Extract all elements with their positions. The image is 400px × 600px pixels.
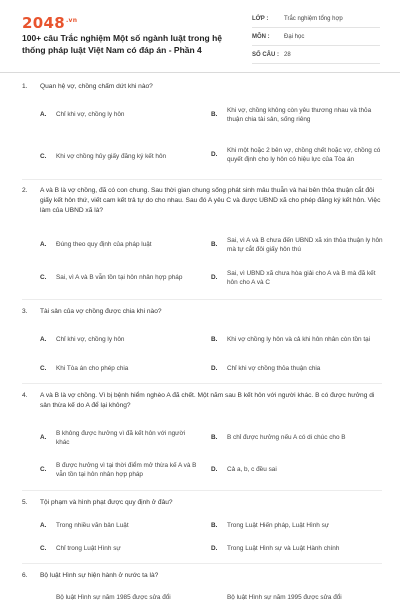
option-c[interactable]: C. Chỉ trong Luật Hình sự [40, 545, 121, 553]
question-number: 4. [22, 392, 28, 399]
document-title: 100+ câu Trắc nghiệm Một số ngành luật trong hệ thống pháp luật Việt Nam có đáp án - Phần 4 [22, 33, 223, 55]
question-text: Bộ luật Hình sự hiện hành ở nước ta là? [40, 572, 159, 579]
question-number: 1. [22, 83, 28, 90]
option-c[interactable]: C. Khi vợ chồng hủy giấy đăng ký kết hôn [40, 153, 167, 161]
option-b[interactable]: B. Sai, vì A và B chưa đến UBND xã xin thỏa thuận ly hôn mà tự cắt đôi giấy hôn thú [211, 236, 383, 253]
option-b[interactable]: B. Trong Luật Hiến pháp, Luật Hình sự [211, 522, 330, 530]
option-d[interactable]: D. Khi một hoặc 2 bên vợ, chồng chết hoặc vợ, chồng có quyết định cho ly hôn có hiệu lực của Tòa án [211, 146, 381, 163]
page-header [0, 0, 400, 72]
option-a[interactable]: Bộ luật Hình sự năm 1985 được sửa đổi [56, 594, 171, 600]
question-3 [22, 307, 382, 317]
option-d[interactable]: D. Chỉ khi vợ chồng thỏa thuận chia [211, 365, 321, 373]
option-b[interactable]: B. B chỉ được hưởng nếu A có di chúc cho B [211, 434, 346, 442]
question-text: A và B là vợ chồng, đã có con chung. Sau thời gian chung sống phát sinh mâu thuẫn và hai bên thỏa thuận cắt đôi giấy kết hôn thứ, viết cam kết trả tự do cho nhau. Sau đó A yêu C và được UBND xã cho phép đăng ký kết hôn. Việc làm của UBND xã là? [40, 187, 381, 214]
question-text: A và B là vợ chồng. Vì bị bệnh hiểm nghèo A đã chết. Một năm sau B kết hôn với người khác. B có được hưởng di sản thừa kế do A để lại không? [40, 392, 375, 409]
option-a[interactable]: A. B không được hưởng vì đã kết hôn với người khác [40, 429, 186, 446]
option-d[interactable]: D. Sai, vì UBND xã chưa hòa giải cho A và B mà đã kết hôn cho A và C [211, 269, 376, 286]
meta-row-class: LỚP : Trắc nghiệm tổng hợp [252, 10, 380, 28]
option-d[interactable]: D. Cả a, b, c đều sai [211, 466, 277, 474]
question-number: 6. [22, 572, 28, 579]
option-b[interactable]: B. Khi vợ, chồng không còn yêu thương nhau và thỏa thuận chia tài sản, sống riêng [211, 106, 372, 123]
question-1 [22, 82, 382, 92]
question-5 [22, 498, 382, 508]
question-number: 2. [22, 187, 28, 194]
question-number: 3. [22, 308, 28, 315]
option-c[interactable]: C. Khi Tòa án cho phép chia [40, 365, 129, 373]
header-divider [0, 72, 400, 73]
question-separator [22, 179, 382, 180]
meta-row-subject: MÔN : Đại học [252, 28, 380, 46]
question-separator [22, 490, 382, 491]
question-text: Quan hệ vợ, chồng chấm dứt khi nào? [40, 83, 153, 90]
site-logo[interactable]: $2048^{.vn}$ [22, 14, 78, 32]
option-a[interactable]: A. Đúng theo quy định của pháp luật [40, 241, 152, 249]
meta-info [252, 10, 380, 64]
option-a[interactable]: A. Chỉ khi vợ, chồng ly hôn [40, 336, 125, 344]
question-6 [22, 571, 382, 581]
option-c[interactable]: C. Sai, vì A và B vẫn tồn tại hôn nhân hợp pháp [40, 274, 183, 282]
option-b[interactable]: B. Khi vợ chồng ly hôn và cả khi hôn nhân còn tồn tại [211, 336, 371, 344]
option-d[interactable]: D. Trong Luật Hình sự và Luật Hành chính [211, 545, 340, 553]
question-text: Tài sản của vợ chồng được chia khi nào? [40, 308, 162, 315]
question-number: 5. [22, 499, 28, 506]
option-a[interactable]: A. Chỉ khi vợ, chồng ly hôn [40, 111, 125, 119]
question-separator [22, 563, 382, 564]
question-separator [22, 299, 382, 300]
question-4 [22, 391, 382, 411]
option-a[interactable]: A. Trong nhiều văn bản Luật [40, 522, 129, 530]
option-c[interactable]: C. B được hưởng vì tại thời điểm mở thừa kế A và B vẫn tồn tại hôn nhân hợp pháp [40, 461, 197, 478]
question-separator [22, 383, 382, 384]
option-b[interactable]: Bộ luật Hình sự năm 1995 được sửa đổi [227, 594, 342, 600]
question-text: Tội phạm và hình phạt được quy định ở đâu? [40, 499, 173, 506]
meta-row-count: SỐ CÂU : 28 [252, 46, 380, 64]
question-2 [22, 186, 382, 216]
